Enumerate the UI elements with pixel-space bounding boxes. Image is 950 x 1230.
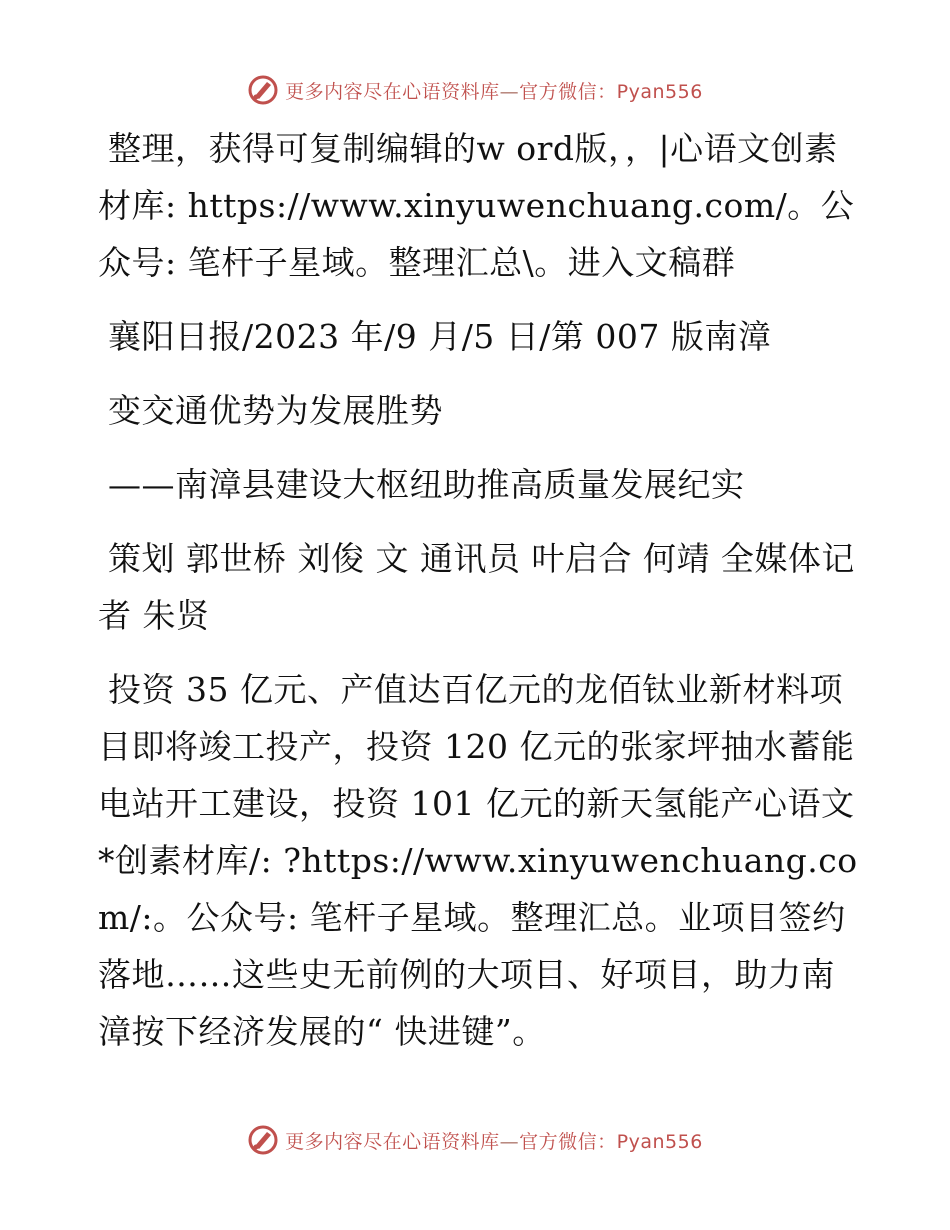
banner-wechat: 官方微信：Pyan556 [519, 1130, 703, 1153]
banner-main: 更多内容尽在心语资料库 [285, 1130, 500, 1153]
footer-banner [0, 1120, 950, 1160]
banner-sep: — [499, 1130, 520, 1153]
paragraph-body: 投资 35 亿元、产值达百亿元的龙佰钛业新材料项目即将竣工投产，投资 120 亿元的张家坪抽水蓄能电站开工建设，投资 101 亿元的新天氢能产心语文*创素材库/: ?https://www.xinyuwenchuang.com/:。公众号: 笔杆子星域。整理汇总。业项目签约落地……这些史无前例的大项目、好项目，助力南漳按下经济发展的“ 快进键”。 [98, 670, 858, 1051]
paragraph-source: 襄阳日报/2023 年/9 月/5 日/第 007 版南漳 [108, 317, 772, 356]
banner-sep: — [499, 80, 520, 103]
article-title: 变交通优势为发展胜势 [108, 391, 443, 430]
article-credits: 策划 郭世桥 刘俊 文 通讯员 叶启合 何靖 全媒体记者 朱贤 [98, 539, 855, 635]
brush-seal-icon [247, 1124, 279, 1156]
document-body [98, 120, 858, 1077]
banner-text [285, 77, 703, 104]
banner-main: 更多内容尽在心语资料库 [285, 80, 500, 103]
banner-wechat: 官方微信：Pyan556 [519, 80, 703, 103]
article-subtitle: ——南漳县建设大枢纽助推高质量发展纪实 [108, 465, 745, 504]
banner-text [285, 1127, 703, 1154]
header-banner [0, 70, 950, 110]
paragraph-notice: 整理，获得可复制编辑的w ord版，，|心语文创素材库: https://www.xinyuwenchuang.com/。公众号: 笔杆子星域。整理汇总\。进入文稿群 [98, 129, 855, 282]
brush-seal-icon [247, 74, 279, 106]
